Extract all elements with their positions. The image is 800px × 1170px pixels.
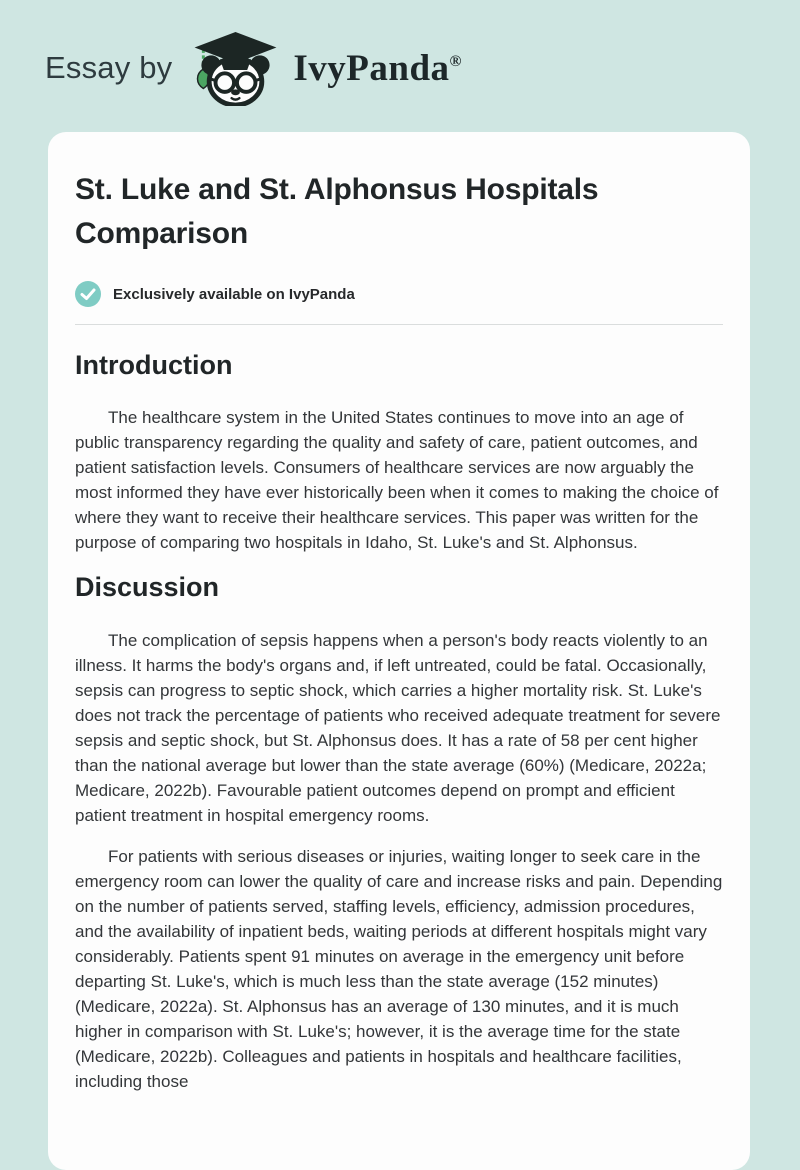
paragraph-discussion-2: For patients with serious diseases or injuries, waiting longer to seek care in the emergency room can lower the quality of care and increase risks and pain. Depending on the number of patients served, staffing levels, efficiency, admission procedures, and the availability of inpatient beds, waiting periods at different hospitals might vary considerably. Patients spent 91 minutes on average in the emergency unit before departing St. Luke's, which is much less than the state average (152 minutes) (Medicare, 2022a). St. Alphonsus has an average of 130 minutes, and it is much higher in comparison with St. Luke's; however, it is the average time for the state (Medicare, 2022b). Colleagues and patients in hospitals and healthcare facilities, including those: [75, 846, 723, 1091]
registered-mark: ®: [449, 52, 462, 70]
paragraph-discussion-1: The complication of sepsis happens when a person's body reacts violently to an illness. It harms the body's organs and, if left untreated, could be fatal. Occasionally, sepsis can progress to septic shock, which carries a higher mortality risk. St. Luke's does not track the percentage of patients who received adequate treatment for severe sepsis and septic shock, but St. Alphonsus does. It has a rate of 58 per cent higher than the national average but lower than the state average (60%) (Medicare, 2022a; Medicare, 2022b). Favourable patient outcomes depend on prompt and efficient patient treatment in hospital emergency rooms.: [75, 630, 721, 825]
essay-title: St. Luke and St. Alphonsus Hospitals Comparison: [75, 173, 599, 250]
badge-label: Exclusively available on IvyPanda: [113, 285, 355, 303]
section-heading-discussion: Discussion: [75, 572, 220, 603]
brand-text: IvyPanda: [293, 47, 450, 89]
check-icon: [75, 281, 101, 307]
site-header: [0, 0, 800, 108]
section-heading-introduction: Introduction: [75, 350, 233, 380]
divider: [75, 324, 723, 325]
panda-graduate-logo-icon: [188, 30, 283, 106]
availability-badge: [75, 281, 723, 307]
brand-name: [293, 47, 462, 90]
paragraph-introduction-1: The healthcare system in the United States continues to move into an age of public transparency regarding the quality and safety of care, patient outcomes, and patient satisfaction levels. Consumers of healthcare services are now arguably the most informed they have ever historically been when it comes to making the choice of where they want to receive their healthcare services. This paper was written for the purpose of comparing two hospitals in Idaho, St. Luke's and St. Alphonsus.: [75, 408, 719, 553]
essay-card: [48, 132, 750, 1170]
header-prefix: Essay by: [45, 50, 173, 85]
